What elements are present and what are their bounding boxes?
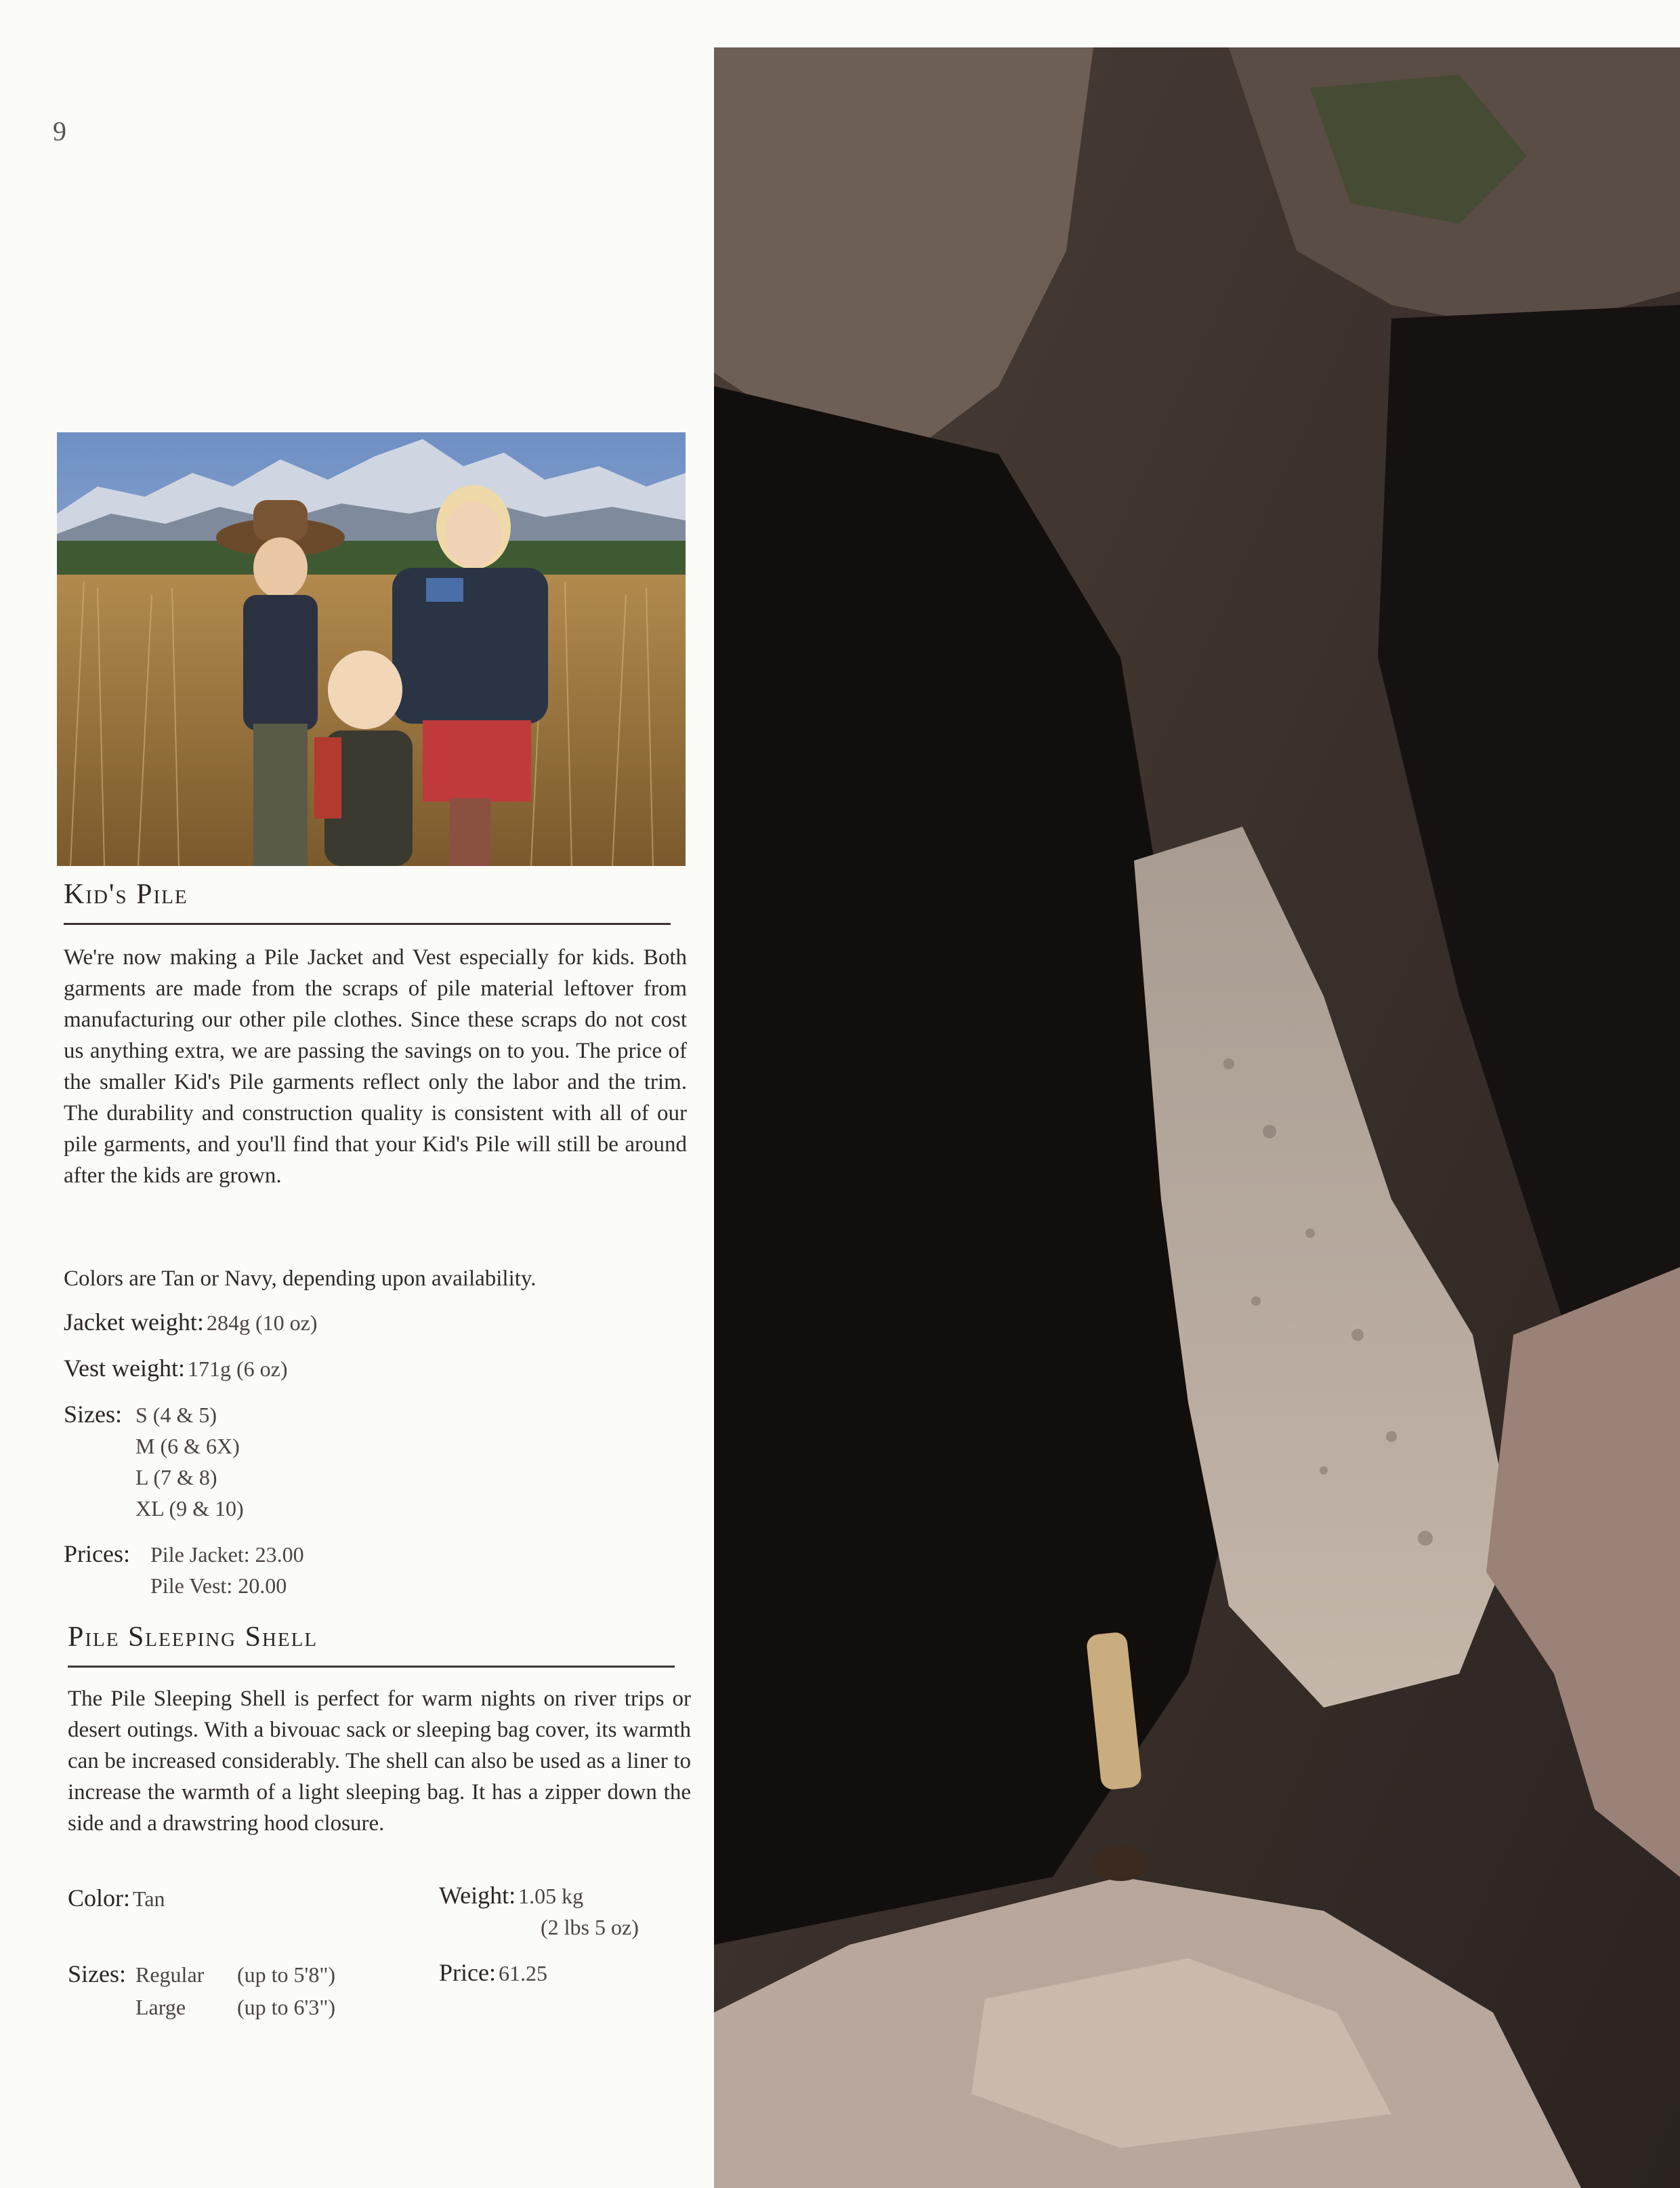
jacket-weight-label: Jacket weight: xyxy=(64,1308,204,1336)
shell-price-row xyxy=(439,1958,547,1987)
shell-weight-label: Weight: xyxy=(439,1882,516,1909)
kids-pile-rule xyxy=(64,923,671,925)
kids-pile-heading: Kid's Pile xyxy=(64,879,188,910)
sizes-label: Sizes: xyxy=(64,1401,122,1428)
shell-color-label: Color: xyxy=(68,1884,131,1912)
jacket-weight-value: 284g (10 oz) xyxy=(206,1310,318,1335)
price-vest: Pile Vest: 20.00 xyxy=(150,1573,287,1598)
size-large: Large xyxy=(135,1995,186,2019)
size-regular-range: (up to 5'8") xyxy=(237,1962,336,1987)
shell-weight-value: 1.05 kg xyxy=(518,1884,584,1908)
shell-sizes-label: Sizes: xyxy=(68,1960,126,1987)
shell-weight-value-imperial: (2 lbs 5 oz) xyxy=(541,1915,639,1939)
canyon-photo xyxy=(714,47,1680,2188)
page-number: 9 xyxy=(53,116,66,146)
jacket-weight-row xyxy=(64,1308,317,1336)
shell-weight-row xyxy=(439,1881,583,1910)
size-m: M (6 & 6X) xyxy=(135,1434,240,1458)
prices-label: Prices: xyxy=(64,1540,130,1567)
shell-color-value: Tan xyxy=(133,1886,165,1911)
vest-weight-row xyxy=(64,1354,288,1382)
kids-pile-body: We're now making a Pile Jacket and Vest especially for kids. Both garments are made from the scraps of pile material leftover from manufacturing our other pile clothes. Since these scraps do not cost us anything extra, we are passing the savings on to you. The price of the smaller Kid's Pile garments reflect only the labor and the trim. The durability and construction quality is consistent with all of our pile garments, and you'll find that your Kid's Pile will still be around after the kids are grown. xyxy=(64,945,687,1188)
kids-photo xyxy=(57,432,686,866)
price-jacket: Pile Jacket: 23.00 xyxy=(150,1542,304,1567)
shell-color-row xyxy=(68,1884,165,1912)
vest-weight-value: 171g (6 oz) xyxy=(187,1357,288,1381)
vest-weight-label: Vest weight: xyxy=(64,1355,185,1382)
sleeping-shell-body: The Pile Sleeping Shell is perfect for warm nights on river trips or desert outings. With a bivouac sack or sleeping bag cover, its warmth can be increased considerably. The shell can also be used as a liner to increase the warmth of a light sleeping bag. It has a zipper down the side and a drawstring hood closure. xyxy=(68,1687,691,1836)
sleeping-shell-rule xyxy=(68,1666,675,1668)
shell-price-label: Price: xyxy=(439,1959,496,1986)
size-s: S (4 & 5) xyxy=(135,1403,217,1427)
kids-pile-colors: Colors are Tan or Navy, depending upon availability. xyxy=(64,1266,537,1291)
size-large-range: (up to 6'3") xyxy=(237,1995,336,2019)
sleeping-shell-heading: Pile Sleeping Shell xyxy=(68,1622,318,1653)
size-l: L (7 & 8) xyxy=(135,1465,217,1489)
size-xl: XL (9 & 10) xyxy=(135,1496,244,1521)
size-regular: Regular xyxy=(135,1962,205,1987)
shell-price-value: 61.25 xyxy=(498,1961,547,1985)
